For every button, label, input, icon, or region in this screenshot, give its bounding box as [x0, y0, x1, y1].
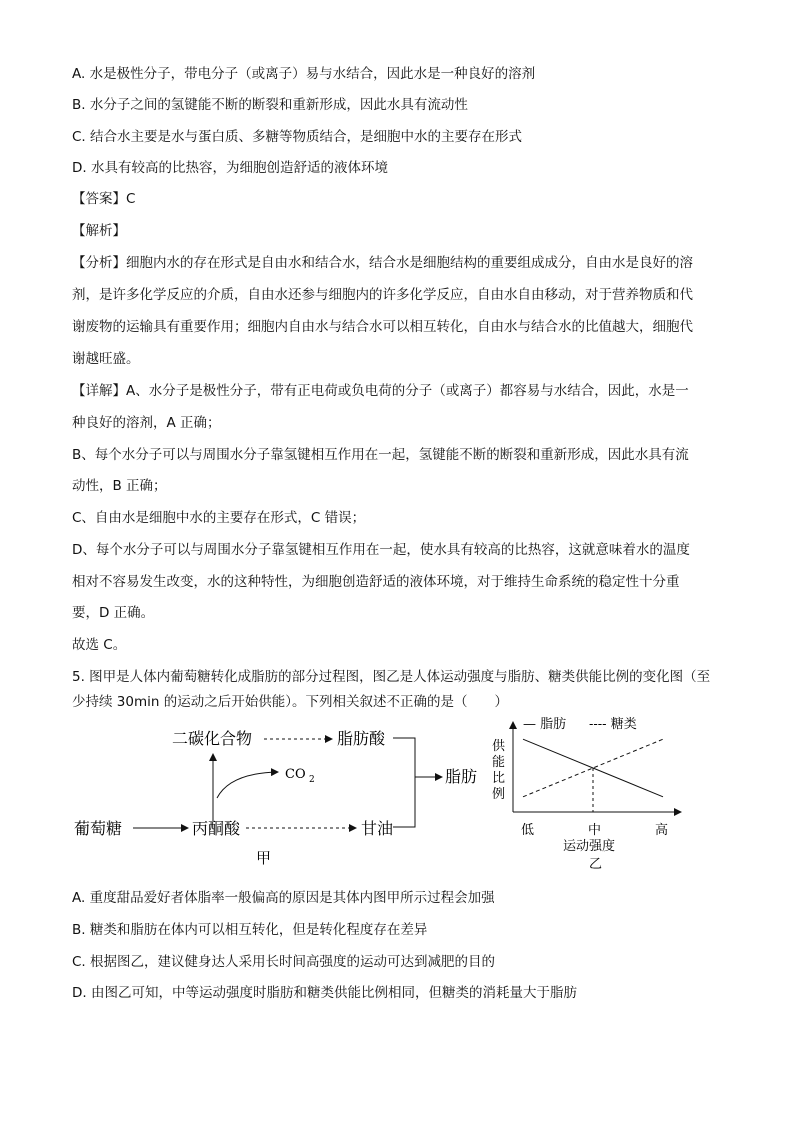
q5-option-a: A. 重度甜品爱好者体脂率一般偏高的原因是其体内图甲所示过程会加强 — [72, 890, 495, 906]
merge-bracket — [393, 738, 415, 827]
q5-option-b: B. 糖类和脂肪在体内可以相互转化，但是转化程度存在差异 — [72, 922, 428, 938]
node-co2: CO — [285, 767, 306, 782]
detail-line: 【详解】A、水分子是极性分子，带有正电荷或负电荷的分子（或离子）都容易与水结合，因此，水是一 — [72, 383, 689, 399]
legend-fat: — 脂肪 — [523, 717, 567, 732]
node-glucose: 葡萄糖 — [74, 819, 123, 838]
node-fatty-acid: 脂肪酸 — [337, 729, 386, 748]
q4-option-d: D. 水具有较高的比热容，为细胞创造舒适的液体环境 — [72, 160, 388, 176]
y-label-char: 例 — [492, 787, 506, 802]
answer-line — [72, 189, 135, 209]
node-glycerol: 甘油 — [361, 819, 394, 838]
y-label-char: 比 — [492, 771, 506, 786]
analysis-line: 剂，是许多化学反应的介质，自由水还参与细胞内的许多化学反应，自由水自由移动，对于营养物质和代 — [72, 287, 693, 303]
detail-line: D、每个水分子可以与周围水分子靠氢键相互作用在一起，使水具有较高的比热容，这就意味着水的温度 — [72, 542, 690, 558]
y-label-char: 能 — [492, 755, 506, 770]
arrow-to-co2 — [217, 772, 278, 798]
conclusion-line: 故选 C。 — [72, 637, 127, 653]
detail-line: 动性，B 正确； — [72, 478, 167, 494]
analysis-line: 谢越旺盛。 — [72, 351, 140, 367]
x-axis-label: 运动强度 — [563, 839, 616, 854]
figure-jia-caption: 甲 — [256, 849, 272, 867]
y-label-char: 供 — [492, 739, 506, 754]
q4-option-c: C. 结合水主要是水与蛋白质、多糖等物质结合，是细胞中水的主要存在形式 — [72, 129, 523, 145]
co2-subscript: 2 — [309, 775, 315, 785]
q5-option-c: C. 根据图乙，建议健身达人采用长时间高强度的运动可达到减肥的目的 — [72, 954, 496, 970]
analysis-heading: 【解析】 — [72, 223, 126, 239]
detail-line: B、每个水分子可以与周围水分子靠氢键相互作用在一起，氢键能不断的断裂和重新形成，因此水具有流 — [72, 447, 689, 463]
node-fat: 脂肪 — [445, 767, 478, 786]
legend-sugar: ---- 糖类 — [589, 717, 637, 732]
answer-value: C — [126, 191, 136, 207]
q4-option-a: A. 水是极性分子，带电分子（或离子）易与水结合，因此水是一种良好的溶剂 — [72, 66, 536, 82]
x-tick-mid: 中 — [588, 823, 602, 838]
figure-yi — [485, 712, 690, 877]
analysis-line: 谢废物的运输具有重要作用；细胞内自由水与结合水可以相互转化，自由水与结合水的比值越大，细胞代 — [72, 319, 693, 335]
detail-line: 种良好的溶剂，A 正确； — [72, 415, 221, 431]
x-tick-high: 高 — [655, 823, 669, 838]
analysis-line: 【分析】细胞内水的存在形式是自由水和结合水，结合水是细胞结构的重要组成成分，自由水是良好的溶 — [72, 255, 693, 271]
q4-option-b: B. 水分子之间的氢键能不断的断裂和重新形成，因此水具有流动性 — [72, 97, 468, 113]
figure-yi-caption: 乙 — [589, 857, 603, 872]
q5-option-d: D. 由图乙可知，中等运动强度时脂肪和糖类供能比例相同，但糖类的消耗量大于脂肪 — [72, 985, 577, 1001]
node-c2-compound: 二碳化合物 — [172, 729, 253, 748]
figure-jia — [70, 718, 500, 873]
detail-line: C、自由水是细胞中水的主要存在形式，C 错误； — [72, 510, 366, 526]
detail-line: 相对不容易发生改变，水的这种特性，为细胞创造舒适的液体环境，对于维持生命系统的稳定性十分重 — [72, 574, 680, 590]
question-5-stem: 5. 图甲是人体内葡萄糖转化成脂肪的部分过程图，图乙是人体运动强度与脂肪、糖类供能比例的变化图（至 — [72, 669, 711, 685]
x-tick-low: 低 — [521, 823, 535, 838]
question-5-stem: 少持续 30min 的运动之后开始供能）。下列相关叙述不正确的是（ ） — [72, 694, 508, 710]
answer-label: 【答案】 — [72, 191, 126, 207]
detail-line: 要，D 正确。 — [72, 605, 155, 621]
node-pyruvate: 丙酮酸 — [192, 819, 241, 838]
